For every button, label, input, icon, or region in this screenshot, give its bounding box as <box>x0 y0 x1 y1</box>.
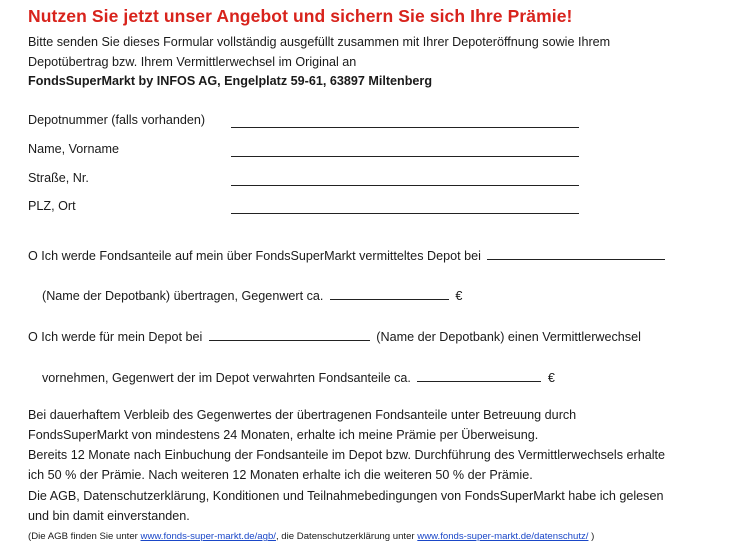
privacy-link[interactable]: www.fonds-super-markt.de/datenschutz/ <box>417 531 589 542</box>
terms-line-2: FondsSuperMarkt von mindestens 24 Monaten, erhalte ich meine Prämie per Überweisung. <box>28 428 539 442</box>
terms-line-5: Die AGB, Datenschutzerklärung, Konditionen und Teilnahmebedingungen von FondsSuperMarkt habe ich gelesen <box>28 489 664 503</box>
terms-line-1: Bei dauerhaftem Verbleib des Gegenwertes der übertragenen Fondsanteile unter Betreuung durch <box>28 408 577 422</box>
field-line-plz-ort[interactable] <box>231 213 579 214</box>
intro-line-1: Bitte senden Sie dieses Formular vollständig ausgefüllt zusammen mit Ihrer Depoteröffnung sowie Ihrem <box>28 35 611 49</box>
currency-1: € <box>455 289 463 303</box>
field-label-depotnummer: Depotnummer (falls vorhanden) <box>28 113 206 127</box>
option-1-text-2: (Name der Depotbank) übertragen, Gegenwert ca. <box>42 289 324 303</box>
gegenwert-input-2[interactable] <box>417 370 541 382</box>
headline: Nutzen Sie jetzt unser Angebot und sichern Sie sich Ihre Prämie! <box>28 6 573 26</box>
option-2-line-1 <box>28 329 641 344</box>
currency-2: € <box>547 371 555 385</box>
footnote-middle: , die Datenschutzerklärung unter <box>275 531 415 542</box>
terms-line-4: ich 50 % der Prämie. Nach weiteren 12 Monaten erhalte ich die weiteren 50 % der Prämie. <box>28 468 533 482</box>
option-2-text-2: vornehmen, Gegenwert der im Depot verwahrten Fondsanteile ca. <box>42 371 411 385</box>
address: FondsSuperMarkt by INFOS AG, Engelplatz 59-61, 63897 Miltenberg <box>28 74 433 88</box>
option-2-line-2 <box>42 370 555 385</box>
footnote-suffix: ) <box>591 531 595 542</box>
field-label-plz-ort: PLZ, Ort <box>28 199 76 213</box>
gegenwert-input-1[interactable] <box>330 288 449 300</box>
field-label-strasse: Straße, Nr. <box>28 171 89 185</box>
option-2-text-after: (Name der Depotbank) einen Vermittlerwechsel <box>376 330 641 344</box>
field-line-strasse[interactable] <box>231 185 579 186</box>
option-2-text: O Ich werde für mein Depot bei <box>28 330 203 344</box>
intro-line-2: Depotübertrag bzw. Ihrem Vermittlerwechsel im Original an <box>28 55 357 69</box>
terms-line-6: und bin damit einverstanden. <box>28 509 190 523</box>
field-line-name[interactable] <box>231 156 579 157</box>
option-1-text: O Ich werde Fondsanteile auf mein über FondsSuperMarkt vermitteltes Depot bei <box>28 249 481 263</box>
option-1-line-2 <box>42 288 462 303</box>
footnote <box>28 531 594 542</box>
option-1-line-1 <box>28 248 665 263</box>
agb-link[interactable]: www.fonds-super-markt.de/agb/ <box>140 531 276 542</box>
depotbank-input-1[interactable] <box>487 248 665 260</box>
terms-line-3: Bereits 12 Monate nach Einbuchung der Fondsanteile im Depot bzw. Durchführung des Vermittlerwechsels erhalte <box>28 448 666 462</box>
depotbank-input-2[interactable] <box>209 329 370 341</box>
field-line-depotnummer[interactable] <box>231 127 579 128</box>
field-label-name: Name, Vorname <box>28 142 119 156</box>
footnote-prefix: (Die AGB finden Sie unter <box>28 531 138 542</box>
